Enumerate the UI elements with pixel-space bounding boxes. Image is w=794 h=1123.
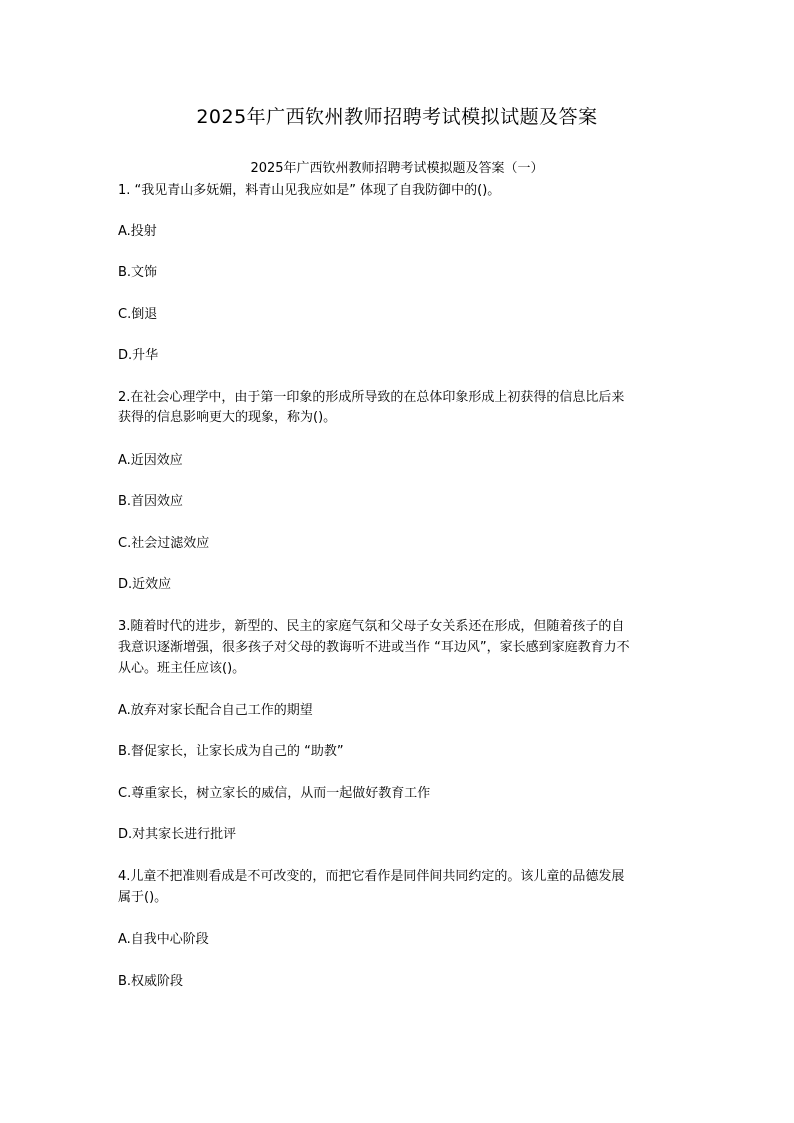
question-3-option-b: B.督促家长，让家长成为自己的 “助教” bbox=[118, 744, 344, 759]
document-title: 2025年广西钦州教师招聘考试模拟试题及答案 bbox=[196, 106, 598, 128]
question-2-option-b: B.首因效应 bbox=[118, 494, 184, 509]
question-4-option-a: A.自我中心阶段 bbox=[118, 932, 209, 947]
question-1-option-c: C.倒退 bbox=[118, 307, 158, 322]
question-4-text-line-1: 4.儿童不把准则看成是不可改变的，而把它看作是同伴间共同约定的。该儿童的品德发展 bbox=[118, 869, 625, 884]
question-2-option-d: D.近效应 bbox=[118, 577, 172, 592]
question-1-option-d: D.升华 bbox=[118, 348, 159, 363]
question-2-option-c: C.社会过滤效应 bbox=[118, 536, 210, 551]
document-subtitle: 2025年广西钦州教师招聘考试模拟题及答案（一） bbox=[250, 161, 544, 176]
question-1-text: 1. “我见青山多妩媚，料青山见我应如是” 体现了自我防御中的()。 bbox=[118, 183, 501, 198]
question-2-text-line-2: 获得的信息影响更大的现象，称为()。 bbox=[118, 410, 337, 425]
question-4-text-line-2: 属于()。 bbox=[118, 890, 168, 905]
question-3-option-c: C.尊重家长，树立家长的威信，从而一起做好教育工作 bbox=[118, 786, 431, 801]
question-2-option-a: A.近因效应 bbox=[118, 453, 183, 468]
question-2-text-line-1: 2.在社会心理学中，由于第一印象的形成所导致的在总体印象形成上初获得的信息比后来 bbox=[118, 390, 625, 405]
question-1-option-b: B.文饰 bbox=[118, 265, 158, 280]
question-3-option-a: A.放弃对家长配合自己工作的期望 bbox=[118, 703, 313, 718]
question-1-option-a: A.投射 bbox=[118, 224, 157, 239]
question-3-text-line-3: 从心。班主任应该()。 bbox=[118, 661, 246, 676]
question-4-option-b: B.权威阶段 bbox=[118, 974, 184, 989]
question-3-text-line-2: 我意识逐渐增强，很多孩子对父母的教诲听不进或当作 “耳边风”，家长感到家庭教育力不 bbox=[118, 640, 630, 655]
question-3-option-d: D.对其家长进行批评 bbox=[118, 827, 237, 842]
question-3-text-line-1: 3.随着时代的进步，新型的、民主的家庭气氛和父母子女关系还在形成，但随着孩子的自 bbox=[118, 619, 625, 634]
